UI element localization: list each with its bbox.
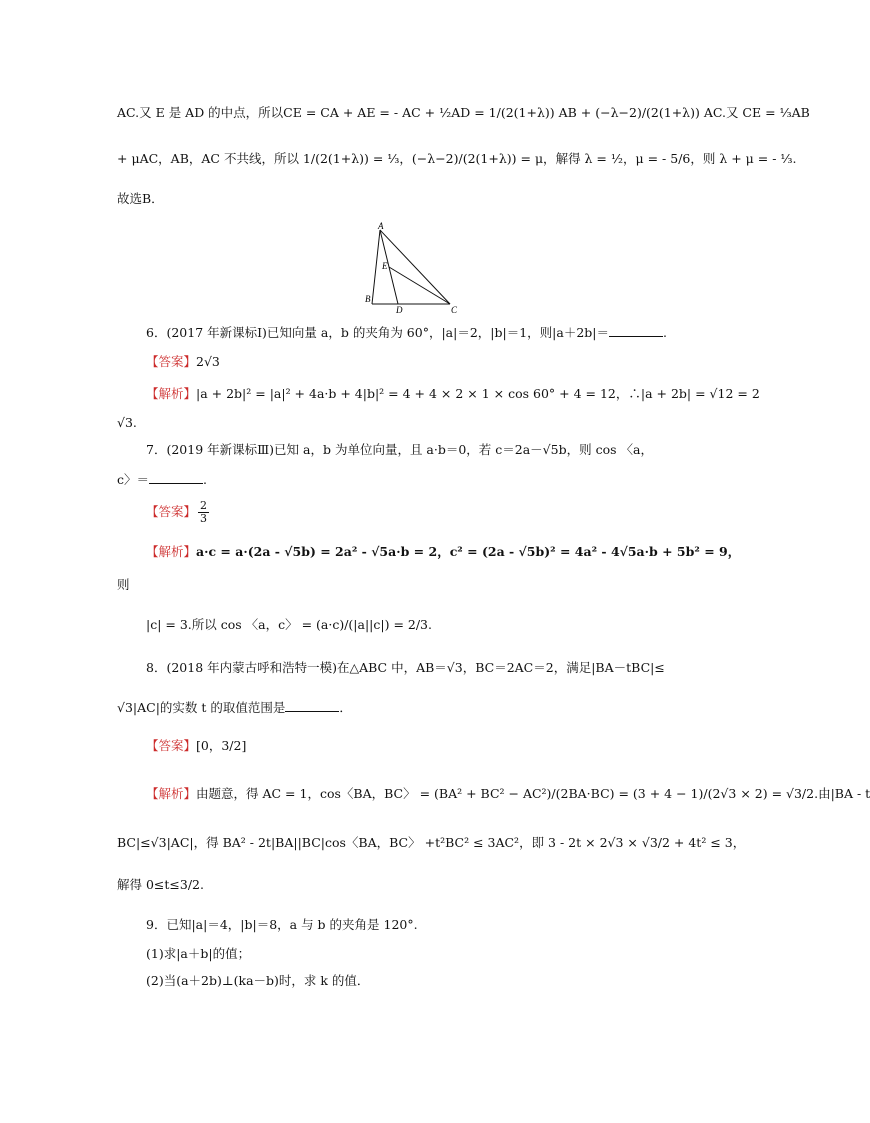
answer-tag: 【答案】 [146, 504, 197, 519]
q6-solution-cont [117, 414, 137, 432]
label-B: B [365, 294, 371, 304]
q7-answer [146, 500, 211, 525]
solution-text: a·c = a·(2a - √5b) = 2a² - √5a·b = 2，c² = (2a - √5b)² = 4a² - 4√5a·b + 5b² = 9， [196, 544, 741, 559]
q7-solution-cont2 [146, 616, 432, 634]
solution-line-3 [117, 190, 164, 208]
label-C: C [451, 305, 458, 315]
answer-fraction [198, 500, 209, 525]
solution-text: 由题意，得 AC = 1，cos〈BA，BC〉 = (BA² + BC² − AC²)/(2BA·BC) = (3 + 4 − 1)/(2√3 × 2) = √3/2.由|BA - t [196, 786, 870, 801]
triangle-figure [360, 222, 470, 314]
q7-question-text: c〉＝ [117, 472, 150, 487]
q7-question [146, 441, 653, 459]
solution-text: BC|≤√3|AC|，得 BA² - 2t|BA||BC|cos〈BA，BC〉 +t²BC² ≤ 3AC²，即 3 - 2t × 2√3 × √3/2 + 4t² ≤ 3， [117, 835, 746, 850]
q8-solution [146, 785, 870, 803]
solution-text: 故选B． [117, 191, 164, 206]
answer-blank [609, 324, 663, 337]
solution-tag: 【解析】 [146, 786, 197, 801]
answer-blank [149, 471, 203, 484]
q6-question: 6．(2017 年新课标Ⅰ)已知向量 a，b 的夹角为 60°，|a|＝2，|b|＝1，则|a＋2b|＝ . [146, 325, 667, 340]
solution-tag: 【解析】 [146, 386, 197, 401]
label-E: E [382, 261, 388, 271]
solution-text: |a + 2b|² = |a|² + 4a·b + 4|b|² = 4 + 4 × 2 × 1 × cos 60° + 4 = 12，∴|a + 2b| = √12 = 2 [196, 386, 760, 401]
answer-tag: 【答案】 [146, 354, 197, 369]
solution-text: 则 [117, 577, 130, 592]
q8-solution-cont [117, 834, 745, 852]
q8-solution-cont2 [117, 876, 204, 894]
solution-text: √3. [117, 415, 137, 430]
answer-tag: 【答案】 [146, 738, 197, 753]
q7-solution-cont [117, 576, 130, 594]
q9-part-text: (1)求|a＋b|的值； [146, 946, 251, 961]
q9-question [146, 916, 418, 934]
solution-text: + μAC，AB，AC 不共线，所以 1/(2(1+λ)) = ⅓，(−λ−2)/(2(1+λ)) = μ，解得 λ = ½，μ = - 5/6，则 λ + μ = - ⅓. [117, 151, 797, 166]
q7-solution [146, 543, 740, 561]
q7-question-text: 7．(2019 年新课标Ⅲ)已知 a，b 为单位向量，且 a·b＝0，若 c＝2a－√5b，则 cos 〈a， [146, 442, 653, 457]
q9-question-text: 9．已知|a|＝4，|b|＝8，a 与 b 的夹角是 120°. [146, 917, 418, 932]
q9-part-text: (2)当(a＋2b)⊥(ka－b)时，求 k 的值． [146, 973, 370, 988]
solution-text: 解得 0≤t≤3/2. [117, 877, 204, 892]
q8-question-cont: √3|AC|的实数 t 的取值范围是 ． [117, 700, 352, 715]
answer-value: [0，3/2] [196, 738, 247, 753]
q8-question [146, 659, 665, 677]
q8-answer [146, 737, 246, 755]
solution-line-2 [117, 150, 797, 168]
answer-value: 2√3 [196, 354, 220, 369]
q9-part2 [146, 972, 369, 990]
solution-text: AC.又 E 是 AD 的中点，所以CE = CA + AE = - AC + ½AD = 1/(2(1+λ)) AB + (−λ−2)/(2(1+λ)) AC.又 CE = ⅓AB [117, 105, 810, 120]
q9-part1 [146, 945, 250, 963]
solution-text: |c| = 3.所以 cos 〈a，c〉 = (a·c)/(|a||c|) = 2/3. [146, 617, 432, 632]
label-D: D [396, 305, 403, 315]
label-A: A [378, 221, 384, 231]
numerator: 2 [200, 499, 208, 512]
solution-tag: 【解析】 [146, 544, 197, 559]
q8-question-text: 8．(2018 年内蒙古呼和浩特一模)在△ABC 中，AB＝√3，BC＝2AC＝2，满足|BA－tBC|≤ [146, 660, 665, 675]
q6-solution [146, 385, 760, 403]
answer-blank [285, 699, 339, 712]
q6-question-text: 6．(2017 年新课标Ⅰ)已知向量 a，b 的夹角为 60°，|a|＝2，|b|＝1，则|a＋2b|＝ [146, 325, 609, 340]
q8-question-text: √3|AC|的实数 t 的取值范围是 [117, 700, 286, 715]
denominator: 3 [200, 512, 208, 525]
q6-answer [146, 353, 220, 371]
q7-question-cont: c〉＝ . [117, 472, 207, 487]
solution-line-1 [117, 104, 810, 122]
